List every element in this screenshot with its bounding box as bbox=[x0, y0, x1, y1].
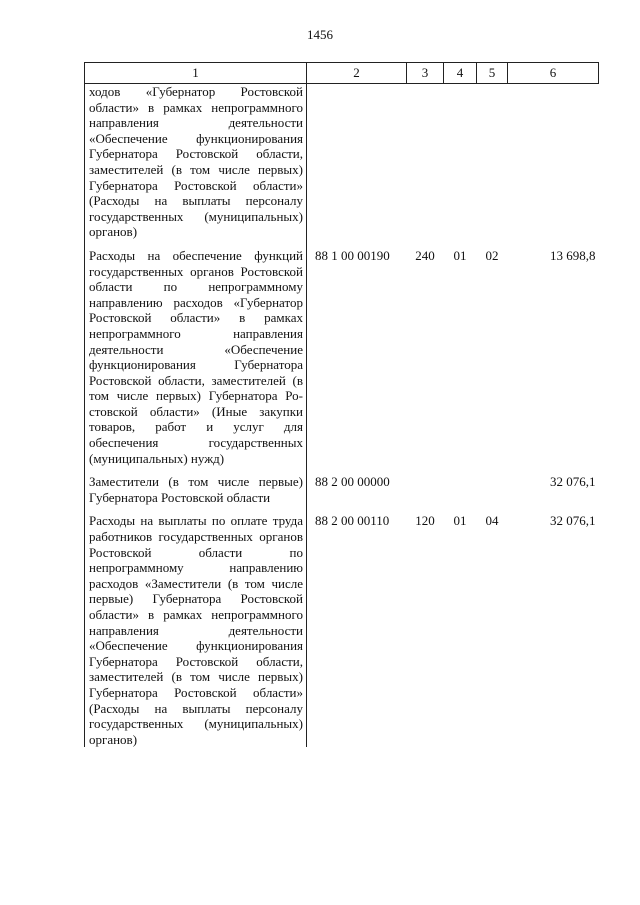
row-vr: 120 bbox=[415, 513, 435, 529]
row-pr: 02 bbox=[485, 247, 499, 263]
column-header-6: 6 bbox=[508, 63, 599, 84]
row-vr bbox=[407, 84, 444, 248]
column-header-5: 5 bbox=[477, 63, 508, 84]
table-header-row bbox=[85, 63, 599, 84]
table-row bbox=[85, 248, 599, 474]
column-header-3: 3 bbox=[407, 63, 444, 84]
column-header-1: 1 bbox=[85, 63, 307, 84]
row-pr: 04 bbox=[485, 513, 499, 529]
row-rz bbox=[444, 474, 477, 513]
row-name: Расходы на выплаты по оплате труда работников государственных органов Ростовской области по непрограммному направлению расходов «Заместители (в том числе первые) Губернатора Ростовской области» в рамках непрограммного направления деятельности «Обеспечение функционирования Губернатора Ростовской области, заместителей (в том числе первых) Губернатора Ростовской области» (Расходы на выплаты персоналу государственных (муниципальных) органов) bbox=[85, 513, 307, 747]
row-sum: 13 698,8 bbox=[550, 247, 596, 263]
row-rz: 01 bbox=[453, 513, 467, 529]
row-rz bbox=[444, 84, 477, 248]
row-code: 88 1 00 00190 bbox=[315, 247, 390, 263]
row-vr: 240 bbox=[415, 247, 435, 263]
column-header-2: 2 bbox=[307, 63, 407, 84]
row-sum: 32 076,1 bbox=[550, 474, 596, 490]
row-sum bbox=[508, 84, 599, 248]
row-name: Заместители (в том числе первые) Губернатора Ростовской области bbox=[85, 474, 307, 513]
row-vr bbox=[407, 474, 444, 513]
row-code: 88 2 00 00110 bbox=[315, 513, 390, 529]
row-name: Расходы на обеспечение функций государственных органов Ростовской области по непрограммному направлению расходов «Губернатор Ростовской области» в рамках непрограммного направления деятельности «Обеспечение функционирования Губернатора Ростовской области, заместителей (в том числе первых) Губернатора Ростовской области» (Иные закупки товаров, работ и услуг для обеспечения государственных (муниципальных) нужд) bbox=[85, 248, 307, 474]
column-header-4: 4 bbox=[444, 63, 477, 84]
row-pr bbox=[477, 474, 508, 513]
table-row bbox=[85, 513, 599, 747]
page-number: 1456 bbox=[307, 27, 333, 42]
budget-table bbox=[84, 62, 599, 747]
row-name: ходов «Губернатор Ростовской области» в рамках непрограммного направления деятельности «Обеспечение функционирования Губернатора Ростовской области, заместителей (в том числе первых) Губернатора Ростовской области» (Расходы на выплаты персоналу государственных (муниципальных) органов) bbox=[85, 84, 307, 248]
row-pr bbox=[477, 84, 508, 248]
row-code: 88 2 00 00000 bbox=[315, 474, 390, 490]
table-row bbox=[85, 474, 599, 513]
row-sum: 32 076,1 bbox=[550, 513, 596, 529]
row-rz: 01 bbox=[453, 247, 467, 263]
row-code bbox=[307, 84, 407, 248]
table-row bbox=[85, 84, 599, 248]
